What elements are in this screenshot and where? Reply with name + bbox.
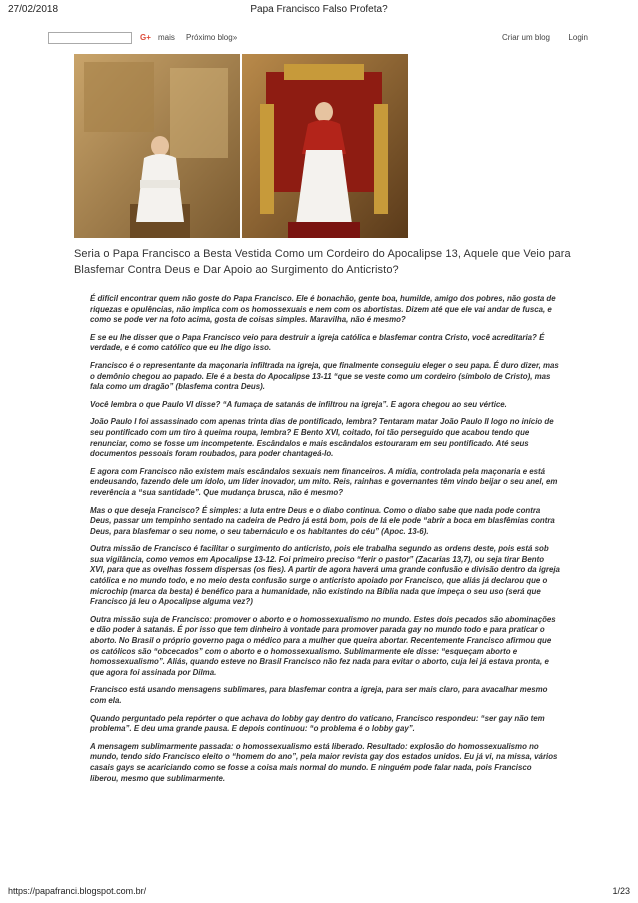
login-link[interactable]: Login xyxy=(568,33,588,42)
popes-photo xyxy=(74,54,408,238)
post-paragraph: Mas o que deseja Francisco? É simples: a luta entre Deus e o diabo continua. Como o diabo sabe que nada pode contra Deus, passar um tempinho sentado na cadeira de Pedro já está bom, pois de lá ele pode “abrir a boca em blasfêmias contra Deus, para blasfemar o seu nome, o seu tabernáculo e os habitantes do céu” (Apoc. 13-6). xyxy=(90,505,555,536)
post-paragraph: Você lembra o que Paulo VI disse? “A fumaça de satanás de infiltrou na igreja”. E agora chegou ao seu vértice. xyxy=(90,399,507,409)
post-paragraph: Quando perguntado pela repórter o que achava do lobby gay dentro do vaticano, Francisco respondeu: “ser gay não tem problema”. E deu uma grande pausa. E depois continuou: “o problema é o lobby gay”. xyxy=(90,713,545,734)
print-url: https://papafranci.blogspot.com.br/ xyxy=(8,886,147,896)
print-page-number: 1/23 xyxy=(612,886,630,896)
post-paragraph: E agora com Francisco não existem mais escândalos sexuais nem financeiros. A mídia, controlada pela maçonaria e está endeusando, fazendo dele um ídolo, um líder inovador, um mito. Reis, rainhas e governantes têm vindo beijar o seu anel, em reverência a “sua santidade”. Que mudança brusca, não é mesmo? xyxy=(90,466,558,497)
post-paragraph: Francisco é o representante da maçonaria infiltrada na igreja, que finalmente conseguiu eleger o seu papa. É duro dizer, mas o demônio chegou ao papado. Ele é a besta do Apocalipse 13-11 “que se veste como um cordeiro (símbolo de Cristo), mas fala como um dragão” (blasfema contra Deus). xyxy=(90,360,559,392)
print-footer xyxy=(8,886,630,898)
post-paragraph: É difícil encontrar quem não goste do Papa Francisco. Ele é bonachão, gente boa, humilde, amigo dos pobres, não gosta de riquezas e opulências, não implica com os homossexuais e nem com os abortistas. Dizem até que ele vai andar de fusca, e como se pode ver na foto acima, gosta de coisas simples. Maravilha, não é mesmo? xyxy=(90,294,556,325)
post-paragraph: E se eu lhe disser que o Papa Francisco veio para destruir a igreja católica e blasfemar contra Cristo, você acreditaria? É verdade, e é como católico que eu lhe digo isso. xyxy=(90,332,545,353)
gplus-share-button[interactable]: G+ xyxy=(140,33,151,42)
post-body xyxy=(90,294,560,791)
post-paragraph: Outra missão suja de Francisco: promover o aborto e o homossexualismo no mundo. Estes dois pecados são abominações e dão poder à satanás. É por isso que tem dinheiro à vontade para promover parada gay no mundo todo e para praticar o aborto. No Brasil o próprio governo paga o médico para a mulher que queira abortar. Recentemente Francisco afirmou que os católicos são “obcecados” com o aborto e o homossexualismo. Sublimarmente ele disse: “esqueçam aborto e homossexualismo”. Aliás, quando esteve no Brasil Francisco não fez nada para evitar o aborto, cuja lei já estava pronta, e que agora foi assinada por Dilma. xyxy=(90,614,556,677)
next-blog-link[interactable]: Próximo blog» xyxy=(186,33,238,42)
more-link[interactable]: mais xyxy=(158,33,175,42)
post-paragraph: A mensagem sublimarmente passada: o homossexualismo está liberado. Resultado: explosão do homossexualismo no mundo, tendo sido Francisco eleito o “homem do ano”, pela maior revista gay dos estados unidos. Eu já vi, na missa, vários casais gays se acariciando como se fosse a coisa mais normal do mundo. E ninguém pode falar nada, pois Francisco liberou, mesmo que sublimarmente. xyxy=(90,741,558,783)
popes-photo-illustration xyxy=(74,54,408,238)
blog-search-input[interactable] xyxy=(48,32,132,44)
post-paragraph: João Paulo I foi assassinado com apenas trinta dias de pontificado, lembra? Tentaram matar João Paulo II logo no início de seu pontificado com um tiro à queima roupa, lembra? E Bento XVI, coitado, foi tão perseguido que acabou tendo que renunciar, como se fosse um incompetente. Escândalos e mais escândalos estouraram em seu pontificado. Até seus documentos pessoais foram roubados, para poder chantageá-lo. xyxy=(90,417,554,459)
create-blog-link[interactable]: Criar um blog xyxy=(501,33,550,42)
post-paragraph: Francisco está usando mensagens sublimares, para blasfemar contra a igreja, para ser mais claro, para avacalhar mesmo com ela. xyxy=(90,685,548,705)
post-subtitle: Seria o Papa Francisco a Besta Vestida Como um Cordeiro do Apocalipse 13, Aquele que Veio para Blasfemar Contra Deus e Dar Apoio ao Surgimento do Anticristo? xyxy=(74,248,571,276)
print-page-title: Papa Francisco Falso Profeta? xyxy=(250,4,388,15)
blogger-navbar xyxy=(48,32,588,46)
print-date: 27/02/2018 xyxy=(8,4,59,15)
print-header xyxy=(8,4,630,18)
post-paragraph: Outra missão de Francisco é facilitar o surgimento do anticristo, pois ele trabalha segundo as ordens deste, pois está sob sua vigilância, como vemos em Apocalipse 13-12. Foi primeiro preciso “ferir o pastor” (Zacarias 13,7), ou seja tirar Bento XVI, para que as ovelhas fossem dispersas (os fies). A partir de agora haverá uma grande confusão e divisão dentro da igreja católica e no mundo todo, e no meio desta confusão surge o anticristo apoiado por Francisco, que aliás já declarou que o microchip (marca da besta) é benéfico para a humanidade, não existindo na Bíblia nada que impeça o seu uso (será que Francisco já leu o Apocalipse alguma vez?) xyxy=(90,544,560,607)
